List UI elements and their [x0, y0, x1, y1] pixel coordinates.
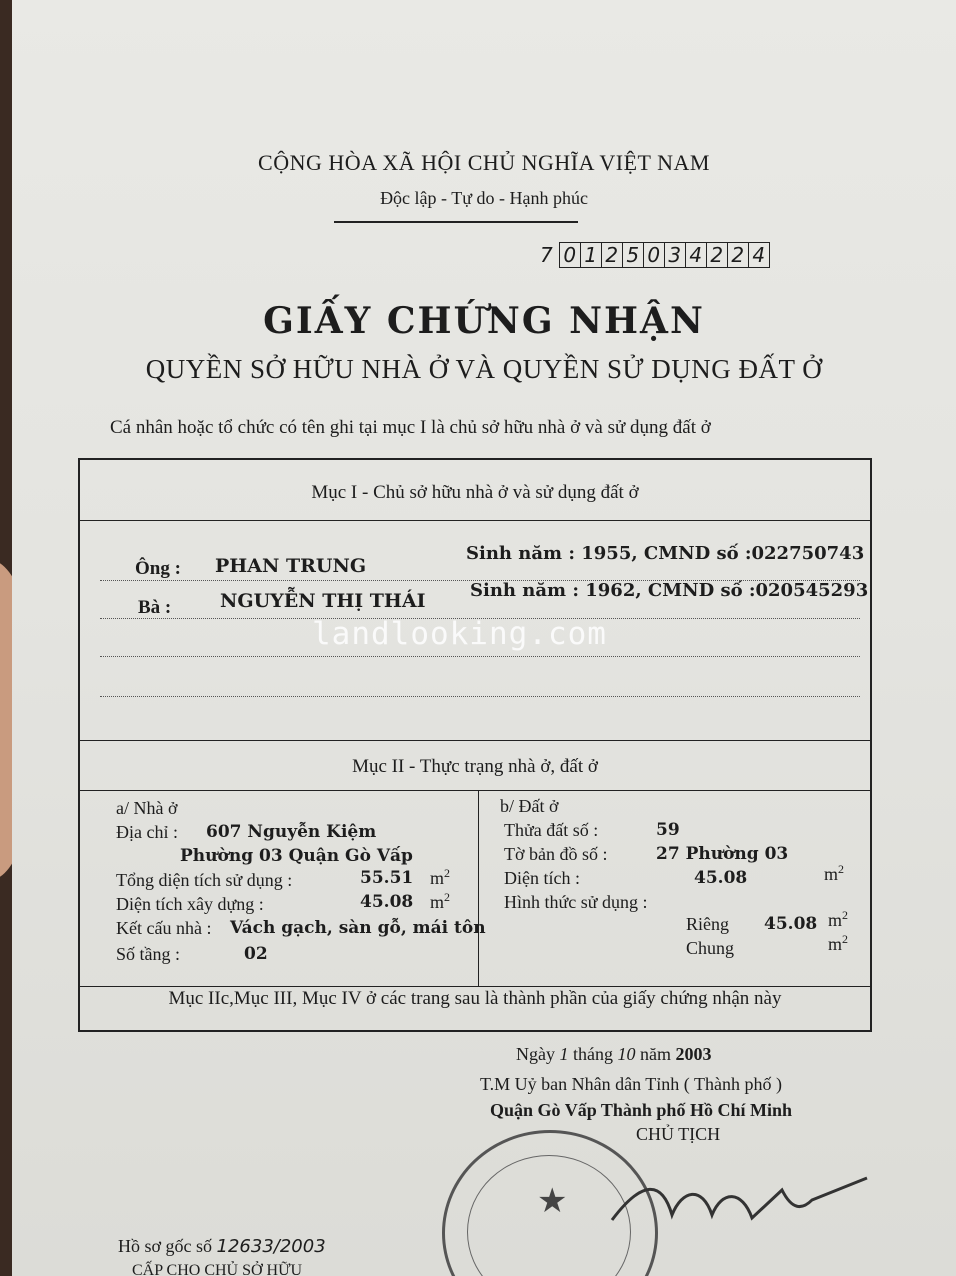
address-line2: Phường 03 Quận Gò Vấp	[180, 846, 413, 866]
section1-title: Mục I - Chủ sở hữu nhà ở và sử dụng đất ở	[311, 482, 639, 503]
serial-digit: 4	[748, 242, 770, 268]
unit-sup: 2	[842, 908, 849, 922]
land-area-value: 45.08	[694, 868, 748, 888]
map-value: 27 Phường 03	[656, 844, 789, 864]
unit	[828, 908, 848, 931]
build-area-label: Diện tích xây dựng :	[116, 894, 264, 914]
day-value: 1	[559, 1044, 569, 1064]
private-value: 45.08	[764, 914, 818, 934]
owner-info: Sinh năm : 1955, CMND số :022750743	[466, 543, 865, 564]
owner-info: Sinh năm : 1962, CMND số :020545293	[470, 580, 869, 601]
section2-title: Mục II - Thực trạng nhà ở, đất ở	[352, 756, 598, 777]
plot-label: Thửa đất số :	[504, 820, 599, 840]
month-value: 10	[617, 1044, 636, 1064]
year-label: năm	[640, 1044, 671, 1064]
plot-value: 59	[656, 820, 680, 840]
intro-text: Cá nhân hoặc tổ chức có tên ghi tại mục I là chủ sở hữu nhà ở và sử dụng đất ở	[110, 417, 711, 438]
day-label: Ngày	[516, 1044, 555, 1064]
total-area-label: Tổng diện tích sử dụng :	[116, 870, 293, 890]
motto-underline	[334, 221, 578, 223]
unit-m: m	[430, 892, 445, 912]
unit-sup: 2	[444, 866, 451, 880]
divider	[80, 986, 870, 987]
total-area-value: 55.51	[360, 868, 414, 888]
serial-digit: 0	[643, 242, 664, 268]
committee-line: T.M Uỷ ban Nhân dân Tỉnh ( Thành phố )	[480, 1074, 782, 1094]
serial-digit: 4	[685, 242, 706, 268]
unit-sup: 2	[838, 862, 845, 876]
owner-name: PHAN TRUNG	[215, 555, 367, 577]
unit	[828, 932, 848, 955]
land-area-label: Diện tích :	[504, 868, 580, 888]
serial-prefix: 7	[540, 243, 553, 267]
structure-value: Vách gạch, sàn gỗ, mái tôn	[230, 918, 486, 938]
floors-value: 02	[244, 944, 268, 964]
month-label: tháng	[573, 1044, 613, 1064]
motto: Độc lập - Tự do - Hạnh phúc	[380, 188, 588, 208]
serial-digit: 2	[601, 242, 622, 268]
address-line1: 607 Nguyễn Kiệm	[206, 822, 377, 842]
structure-label: Kết cấu nhà :	[116, 918, 212, 938]
record-cut-text: CẤP CHO CHỦ SỞ HỮU	[132, 1262, 303, 1276]
divider	[80, 740, 870, 741]
unit-m: m	[824, 864, 839, 884]
date-line	[516, 1044, 712, 1065]
unit-sup: 2	[842, 932, 849, 946]
house-heading: a/ Nhà ở	[116, 798, 178, 818]
watermark: landlooking.com	[312, 616, 607, 652]
star-icon: ★	[537, 1183, 568, 1220]
map-label: Tờ bản đồ số :	[504, 844, 608, 864]
serial-digit: 1	[580, 242, 601, 268]
private-label: Riêng	[686, 914, 729, 934]
certificate-title: GIẤY CHỨNG NHẬN	[263, 300, 705, 342]
certificate-page	[12, 0, 956, 1276]
district-line: Quận Gò Vấp Thành phố Hồ Chí Minh	[490, 1100, 792, 1120]
build-area-value: 45.08	[360, 892, 414, 912]
serial-digit: 3	[664, 242, 685, 268]
year-value: 2003	[675, 1044, 712, 1064]
footer-note: Mục IIc,Mục III, Mục IV ở các trang sau là thành phần của giấy chứng nhận này	[168, 988, 782, 1009]
use-label: Hình thức sử dụng :	[504, 892, 648, 912]
floors-label: Số tầng :	[116, 944, 181, 964]
unit-m: m	[828, 934, 843, 954]
owner-label: Ông :	[135, 558, 181, 579]
certificate-subtitle: QUYỀN SỞ HỮU NHÀ Ở VÀ QUYỀN SỬ DỤNG ĐẤT Ở	[145, 354, 823, 384]
column-divider	[478, 790, 479, 986]
serial-digit: 5	[622, 242, 643, 268]
shared-label: Chung	[686, 938, 735, 958]
dotted-line	[100, 656, 860, 657]
main-table	[78, 458, 872, 1032]
address-label: Địa chỉ :	[116, 822, 178, 842]
serial-digit: 2	[727, 242, 748, 268]
owner-label: Bà :	[138, 597, 172, 618]
republic-heading: CỘNG HÒA XÃ HỘI CHỦ NGHĨA VIỆT NAM	[258, 150, 710, 175]
record-line	[118, 1236, 326, 1257]
divider	[80, 520, 870, 521]
dotted-line	[100, 696, 860, 697]
unit	[430, 866, 450, 889]
unit	[430, 890, 450, 913]
unit-sup: 2	[444, 890, 451, 904]
handwritten-signature	[602, 1160, 882, 1250]
unit	[824, 862, 844, 885]
serial-digit: 0	[559, 242, 580, 268]
serial-number	[540, 242, 770, 268]
serial-digit: 2	[706, 242, 727, 268]
record-label: Hồ sơ gốc số	[118, 1236, 213, 1256]
position-line: CHỦ TỊCH	[636, 1124, 721, 1144]
owner-name: NGUYỄN THỊ THÁI	[220, 590, 426, 612]
unit-m: m	[430, 868, 445, 888]
divider	[80, 790, 870, 791]
land-heading: b/ Đất ở	[500, 796, 559, 816]
unit-m: m	[828, 910, 843, 930]
record-number: 12633/2003	[216, 1236, 326, 1257]
